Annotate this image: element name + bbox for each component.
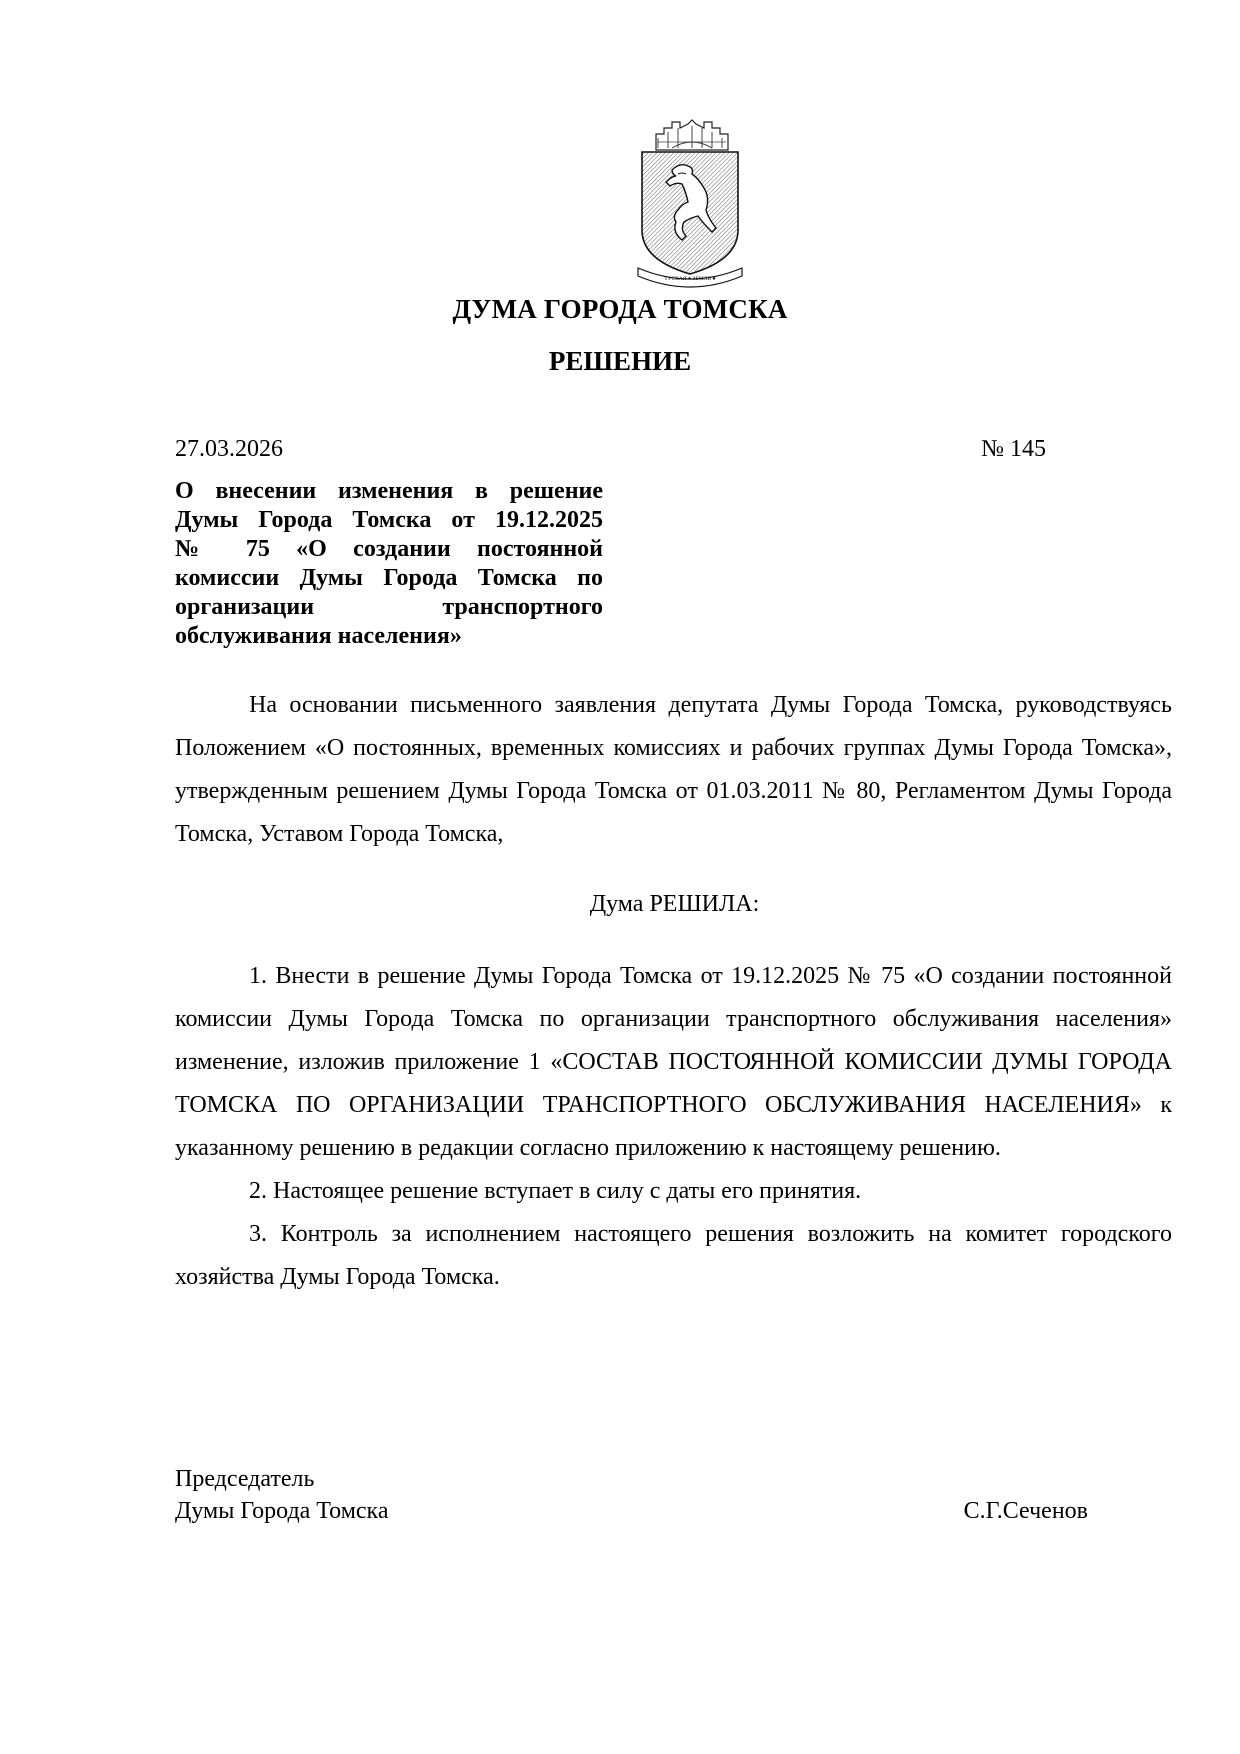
subject-line: обслуживания населения» bbox=[175, 623, 462, 649]
subject-line: Думы Города Томска от 19.12.2025 bbox=[175, 507, 603, 533]
document-number: № 145 bbox=[981, 436, 1046, 462]
subject-line: № 75 «О создании постоянной bbox=[175, 536, 603, 562]
emblem-ribbon-text: ТУСКАЯ ● ЗЕМЛЯ ● bbox=[664, 276, 716, 282]
tomsk-coat-of-arms-icon bbox=[636, 118, 744, 290]
document-date: 27.03.2026 bbox=[175, 436, 283, 462]
resolve-heading: Дума РЕШИЛА: bbox=[589, 891, 760, 917]
signatory-position-line: Думы Города Томска bbox=[175, 1498, 389, 1524]
document-subject bbox=[175, 477, 603, 651]
resolution-item: 2. Настоящее решение вступает в силу с даты его принятия. bbox=[249, 1178, 862, 1204]
subject-line: комиссии Думы Города Томска по bbox=[175, 565, 603, 591]
signatory-position bbox=[175, 1463, 389, 1527]
document-type: РЕШЕНИЕ bbox=[548, 346, 692, 376]
resolution-item: 1. Внести в решение Думы Города Томска от 19.12.2025 № 75 «О создании постоянной комиссии Думы Города Томска по организации транспортного обслуживания населения» изменение, изложив приложение 1 «СОСТАВ ПОСТОЯННОЙ КОМИССИИ ДУМЫ ГОРОДА ТОМСКА ПО ОРГАНИЗАЦИИ ТРАНСПОРТНОГО ОБСЛУЖИВАНИЯ НАСЕЛЕНИЯ» к указанному решению в редакции согласно приложению к настоящему решению. bbox=[175, 963, 1172, 1161]
organization-title: ДУМА ГОРОДА ТОМСКА bbox=[452, 294, 788, 324]
subject-line: организации транспортного bbox=[175, 594, 603, 620]
resolution-items bbox=[175, 955, 1172, 1299]
preamble-paragraph: На основании письменного заявления депутата Думы Города Томска, руководствуясь Положением «О постоянных, временных комиссиях и рабочих группах Думы Города Томска», утвержденным решением Думы Города Томска от 01.03.2011 № 80, Регламентом Думы Города Томска, Уставом Города Томска, bbox=[175, 692, 1172, 847]
resolution-item: 3. Контроль за исполнением настоящего решения возложить на комитет городского хозяйства Думы Города Томска. bbox=[175, 1221, 1172, 1290]
preamble bbox=[175, 684, 1172, 856]
signatory-position-line: Председатель bbox=[175, 1466, 315, 1492]
subject-line: О внесении изменения в решение bbox=[175, 478, 603, 504]
signatory-name: С.Г.Сеченов bbox=[963, 1498, 1088, 1524]
